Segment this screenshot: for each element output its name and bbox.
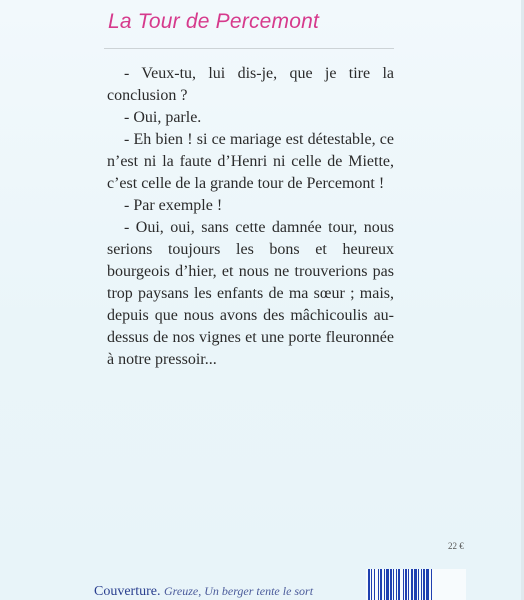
barcode-bar — [414, 569, 417, 600]
barcode-bar — [390, 569, 392, 600]
barcode-bar — [386, 569, 389, 600]
paragraph-2: - Oui, parle. — [124, 109, 202, 126]
title-divider — [104, 48, 394, 49]
barcode-bar — [423, 569, 425, 600]
barcode-bar — [405, 569, 407, 600]
book-title: La Tour de Percemont — [108, 10, 320, 33]
cover-credit — [94, 584, 313, 600]
barcode-bar — [403, 569, 404, 600]
paragraph-4: - Par exemple ! — [124, 197, 223, 214]
barcode-bar — [398, 569, 400, 600]
barcode-bar — [374, 569, 375, 600]
barcode-bar — [421, 569, 422, 600]
barcode — [366, 569, 466, 600]
barcode-bar — [393, 569, 394, 600]
barcode-bar — [378, 569, 379, 600]
barcode-bar — [426, 569, 429, 600]
credit-artwork: Greuze, Un berger tente le sort — [163, 584, 314, 598]
paragraph-3: - Eh bien ! si ce mariage est détestable, ce n’est ni la faute d’Henri ni celle de Miette, c’est celle de la grande tour de Percemont ! — [107, 131, 394, 192]
barcode-bar — [368, 569, 370, 600]
paragraph-1: - Veux-tu, lui dis-je, que je tire la conclusion ? — [107, 65, 394, 104]
barcode-bar — [411, 569, 413, 600]
barcode-bar — [396, 569, 397, 600]
credit-label: Couverture. — [94, 584, 161, 599]
barcode-bar — [384, 569, 385, 600]
barcode-bar — [431, 569, 432, 600]
excerpt-text — [107, 63, 394, 371]
barcode-icon — [366, 569, 466, 600]
barcode-bar — [418, 569, 419, 600]
paragraph-5: - Oui, oui, sans cette damnée tour, nous serions toujours les bons et heureux bourgeois d’hier, et nous ne trouverions pas trop paysans les enfants de ma sœur ; mais, depuis que nous avons des mâchicoulis au-dessus de nos vignes et une porte fleuronnée à notre pressoir... — [107, 219, 394, 368]
price-label: 22 € — [448, 541, 464, 551]
barcode-bar — [408, 569, 409, 600]
barcode-bar — [371, 569, 372, 600]
barcode-bar — [380, 569, 382, 600]
